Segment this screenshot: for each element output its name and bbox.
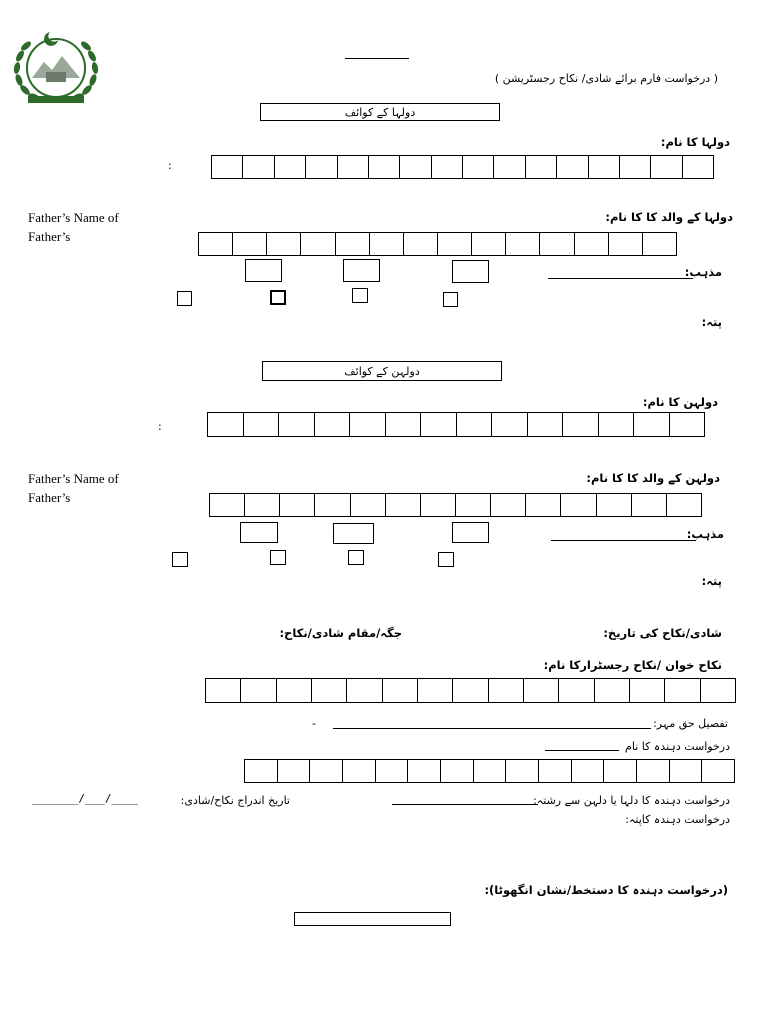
bride-religion-box-2[interactable] bbox=[333, 523, 374, 544]
bride-address-label: پتہ: bbox=[701, 574, 722, 588]
marriage-place-label: جگہ/مقام شادی/نکاح: bbox=[279, 626, 402, 640]
relation-label: درخواست دہندہ کا دلہا یا دلہن سے رشتہ: bbox=[533, 794, 730, 807]
government-emblem-icon bbox=[8, 26, 104, 106]
groom-name-label: دولہا کا نام: bbox=[660, 135, 730, 149]
header-rule bbox=[345, 58, 409, 59]
bride-section-title: دولہن کے کوائف bbox=[344, 364, 420, 378]
registrar-label: نکاح خوان /نکاح رجسٹرارکا نام: bbox=[543, 658, 722, 672]
groom-name-boxes[interactable] bbox=[211, 155, 714, 179]
groom-colon: : bbox=[168, 159, 172, 172]
dower-line bbox=[333, 728, 651, 729]
groom-religion-box-2[interactable] bbox=[343, 259, 380, 282]
applicant-name-line bbox=[545, 750, 619, 751]
bride-religion-box-1[interactable] bbox=[240, 522, 278, 543]
groom-checkbox-4[interactable] bbox=[443, 292, 458, 307]
applicant-name-boxes[interactable] bbox=[244, 759, 735, 783]
applicant-address-label: درخواست دہندہ کاپتہ: bbox=[625, 813, 730, 826]
bride-religion-box-3[interactable] bbox=[452, 522, 489, 543]
bride-name-label: دولہن کا نام: bbox=[642, 395, 718, 409]
dower-dash: - bbox=[312, 717, 316, 730]
relation-line bbox=[392, 804, 538, 805]
bride-checkbox-3[interactable] bbox=[348, 550, 364, 565]
bride-section-header bbox=[262, 361, 502, 381]
bride-father-label-en: Father’s Name of Father’s bbox=[28, 471, 119, 505]
entry-date-label: تاریخ اندراج نکاح/شادی: bbox=[180, 794, 290, 807]
groom-section-header bbox=[260, 103, 500, 121]
groom-religion-line bbox=[548, 278, 693, 279]
bride-name-boxes[interactable] bbox=[207, 412, 705, 437]
bride-checkbox-2[interactable] bbox=[270, 550, 286, 565]
entry-date-blank[interactable]: _______/___/____ bbox=[32, 792, 138, 805]
bride-checkbox-1[interactable] bbox=[172, 552, 188, 567]
registrar-name-boxes[interactable] bbox=[205, 678, 736, 703]
groom-checkbox-1[interactable] bbox=[177, 291, 192, 306]
groom-religion-box-1[interactable] bbox=[245, 259, 282, 282]
groom-checkbox-3[interactable] bbox=[352, 288, 368, 303]
bride-checkbox-4[interactable] bbox=[438, 552, 454, 567]
bride-father-label: دولہن کے والد کا کا نام: bbox=[586, 471, 720, 485]
bride-father-boxes[interactable] bbox=[209, 493, 702, 517]
bride-colon: : bbox=[158, 420, 162, 433]
groom-religion-box-3[interactable] bbox=[452, 260, 489, 283]
groom-father-label: دولہا کے والد کا کا نام: bbox=[605, 210, 733, 224]
groom-father-boxes[interactable] bbox=[198, 232, 677, 256]
groom-religion-label: مذہب: bbox=[684, 265, 722, 279]
signature-box[interactable] bbox=[294, 912, 451, 926]
marriage-date-label: شادی/نکاح کی تاریخ: bbox=[603, 626, 722, 640]
groom-section-title: دولہا کے کوائف bbox=[344, 105, 416, 119]
signature-label: (درخواست دہندہ کا دستخط/نشان انگھوٹا): bbox=[484, 883, 728, 897]
bride-religion-line bbox=[551, 540, 696, 541]
groom-checkbox-2[interactable] bbox=[270, 290, 286, 305]
applicant-name-label: درخواست دہندہ کا نام bbox=[625, 740, 730, 753]
dower-label: تفصیل حق مہر: bbox=[653, 717, 728, 730]
bride-religion-label: مذہب: bbox=[686, 527, 724, 541]
groom-address-label: پتہ: bbox=[701, 315, 722, 329]
form-title: ( درخواست فارم برائے شادی/ نکاح رجسٹریشن ) bbox=[494, 72, 718, 85]
groom-father-label-en: Father’s Name of Father’s bbox=[28, 210, 119, 244]
